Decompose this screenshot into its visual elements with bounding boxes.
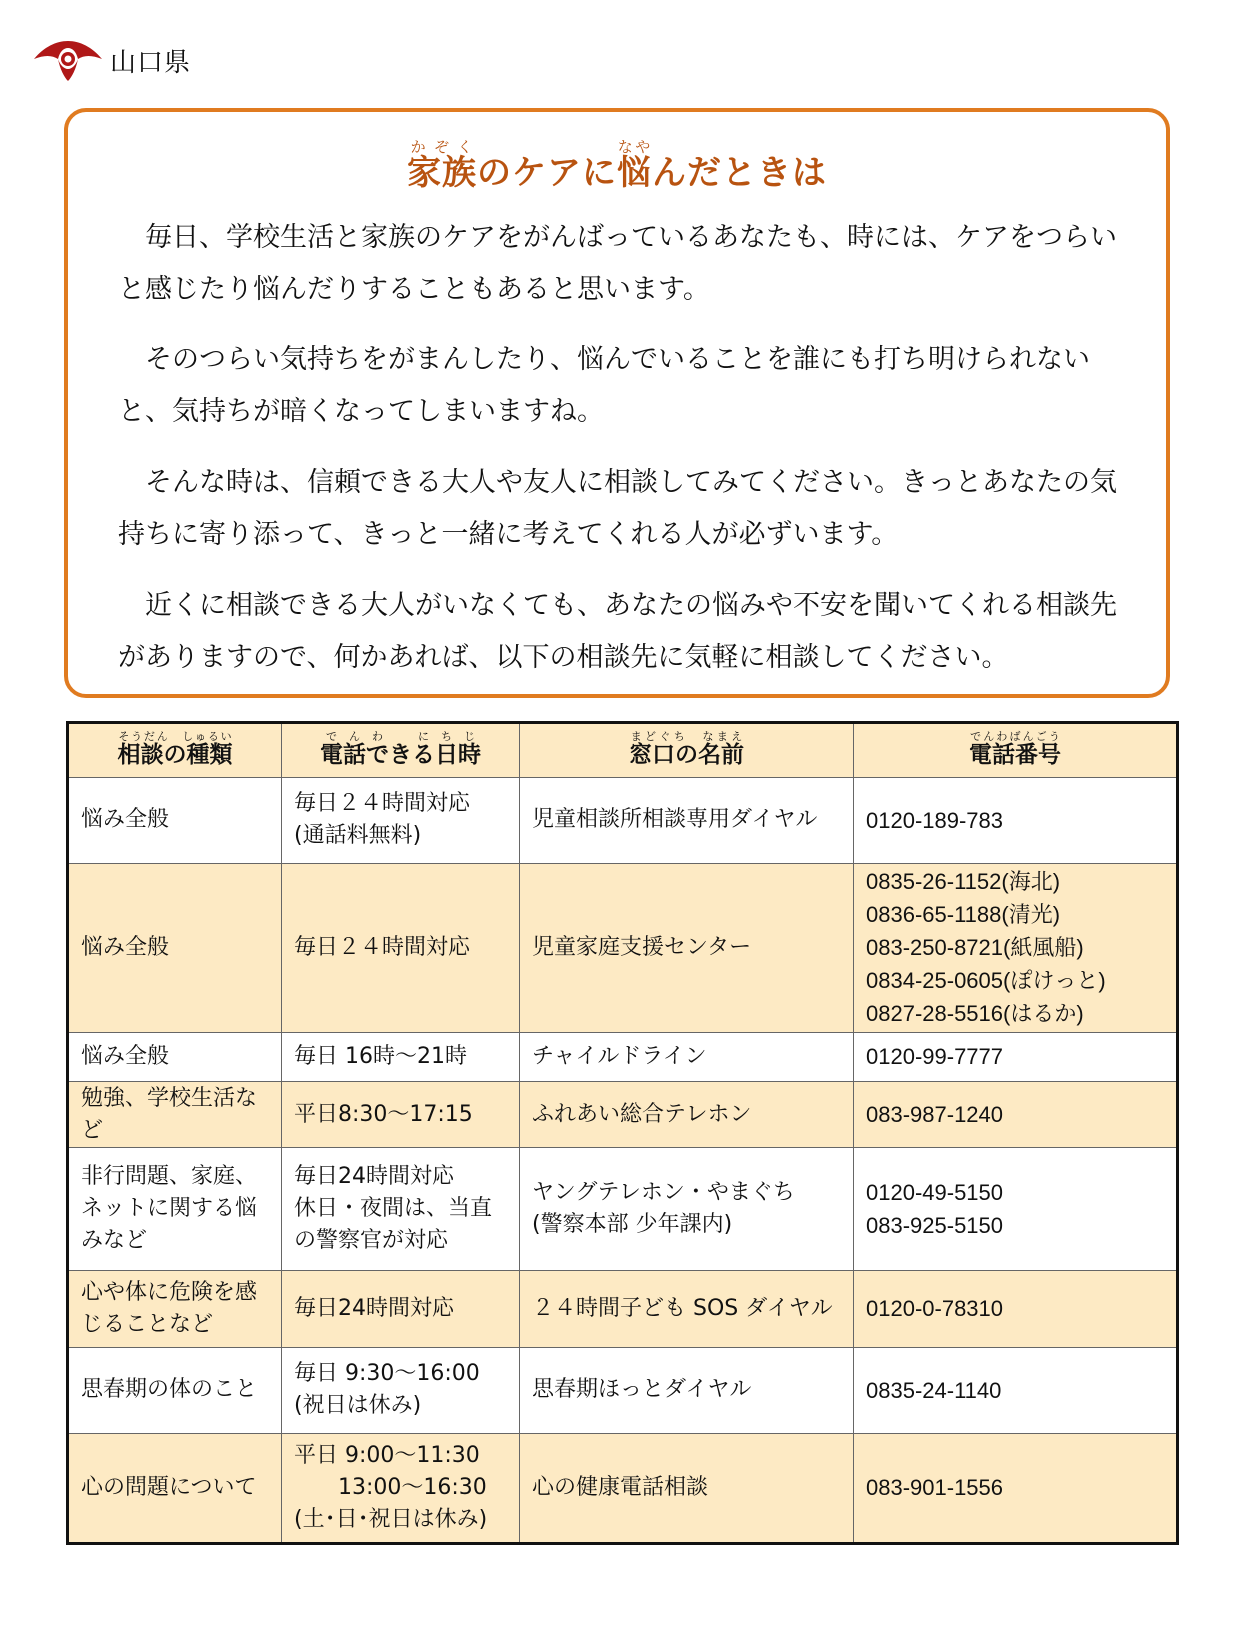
phone-number[interactable]: 0120-189-783	[854, 778, 1178, 864]
header-hours: 電話できる日時でんわ にちじ	[282, 723, 520, 778]
table-row	[68, 1033, 1178, 1082]
consultation-type: 悩み全般	[68, 778, 282, 864]
page-header	[32, 30, 191, 90]
yamaguchi-prefecture-logo-icon	[32, 37, 104, 83]
table-row	[68, 1270, 1178, 1348]
consultation-type: 非行問題、家庭、ネットに関する悩みなど	[68, 1148, 282, 1270]
page-title: 家族かぞくのケアに悩なやんだときは	[407, 138, 827, 193]
phone-number[interactable]: 083-987-1240	[854, 1081, 1178, 1147]
hours: 毎日 16時～21時	[282, 1033, 520, 1082]
consultation-table	[66, 721, 1179, 1545]
phone-number[interactable]: 0120-0-78310	[854, 1270, 1178, 1348]
paragraph-3: そんな時は、信頼できる大人や友人に相談してみてください。きっとあなたの気持ちに寄り添って、きっと一緒に考えてくれる人が必ずいます。	[118, 467, 1117, 550]
phone-number[interactable]: 083-901-1556	[854, 1433, 1178, 1543]
table-row	[68, 778, 1178, 864]
service-name: ２４時間子ども SOS ダイヤル	[520, 1270, 854, 1348]
service-name: 児童相談所相談専用ダイヤル	[520, 778, 854, 864]
consultation-type: 悩み全般	[68, 863, 282, 1032]
service-name: 児童家庭支援センター	[520, 863, 854, 1032]
hours: 毎日２４時間対応	[282, 863, 520, 1032]
service-name: チャイルドライン	[520, 1033, 854, 1082]
hours: 平日 9:00～11:30 13:00～16:30 (土･日･祝日は休み)	[282, 1433, 520, 1543]
consultation-type: 心や体に危険を感じることなど	[68, 1270, 282, 1348]
phone-number[interactable]: 0835-26-1152(海北) 0836-65-1188(清光) 083-250-8721(紙風船) 0834-25-0605(ぽけっと) 0827-28-5516(はるか)	[854, 863, 1178, 1032]
table-row	[68, 1348, 1178, 1434]
service-name: ヤングテレホン・やまぐち (警察本部 少年課内)	[520, 1148, 854, 1270]
phone-number[interactable]: 0120-49-5150 083-925-5150	[854, 1148, 1178, 1270]
consultation-type: 悩み全般	[68, 1033, 282, 1082]
paragraph-2: そのつらい気持ちをがまんしたり、悩んでいることを誰にも打ち明けられないと、気持ちが暗くなってしまいますね。	[118, 344, 1090, 427]
header-phone-number: 電話番号でんわばんごう	[854, 723, 1178, 778]
header-service-name: 窓口の名前まどぐち なまえ	[520, 723, 854, 778]
table-row	[68, 863, 1178, 1032]
hours: 毎日２４時間対応 (通話料無料)	[282, 778, 520, 864]
service-name: ふれあい総合テレホン	[520, 1081, 854, 1147]
hours: 毎日24時間対応 休日・夜間は、当直 の警察官が対応	[282, 1148, 520, 1270]
table-row	[68, 1081, 1178, 1147]
header-consultation-type: 相談の種類そうだん しゅるい	[68, 723, 282, 778]
prefecture-name: 山口県	[110, 47, 192, 78]
table-header-row	[68, 723, 1178, 778]
consultation-type: 心の問題について	[68, 1433, 282, 1543]
message-box	[64, 108, 1170, 698]
table-row	[68, 1433, 1178, 1543]
hours: 平日8:30～17:15	[282, 1081, 520, 1147]
service-name: 思春期ほっとダイヤル	[520, 1348, 854, 1434]
paragraph-4: 近くに相談できる大人がいなくても、あなたの悩みや不安を聞いてくれる相談先がありますので、何かあれば、以下の相談先に気軽に相談してください。	[118, 590, 1117, 673]
paragraph-1: 毎日、学校生活と家族のケアをがんばっているあなたも、時には、ケアをつらいと感じたり悩んだりすることもあると思います。	[118, 222, 1117, 305]
service-name: 心の健康電話相談	[520, 1433, 854, 1543]
hours: 毎日24時間対応	[282, 1270, 520, 1348]
consultation-type: 思春期の体のこと	[68, 1348, 282, 1434]
table-row	[68, 1148, 1178, 1270]
consultation-type: 勉強、学校生活など	[68, 1081, 282, 1147]
phone-number[interactable]: 0835-24-1140	[854, 1348, 1178, 1434]
phone-number[interactable]: 0120-99-7777	[854, 1033, 1178, 1082]
hours: 毎日 9:30～16:00 (祝日は休み)	[282, 1348, 520, 1434]
